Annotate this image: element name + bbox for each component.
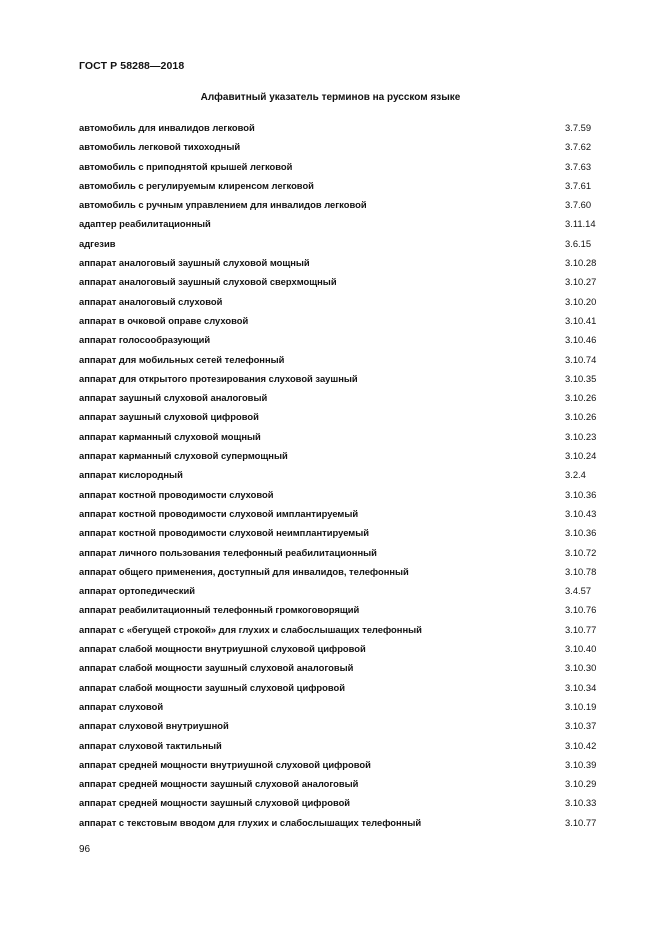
index-entry: [79, 272, 609, 291]
entry-reference: 3.10.74: [565, 353, 597, 365]
entry-reference: 3.2.4: [565, 469, 586, 481]
entry-reference: 3.10.43: [565, 507, 597, 519]
index-entry: [79, 427, 609, 446]
entry-reference: 3.10.37: [565, 720, 597, 732]
entry-term: адаптер реабилитационный: [79, 218, 211, 230]
entry-reference: 3.10.35: [565, 372, 597, 384]
entry-reference: 3.10.27: [565, 276, 597, 288]
entry-reference: 3.7.62: [565, 141, 592, 153]
index-title: Алфавитный указатель терминов на русском языке: [200, 92, 461, 103]
entry-term: аппарат кислородный: [79, 469, 183, 481]
entry-reference: 3.6.15: [565, 237, 592, 249]
entry-term: аппарат заушный слуховой цифровой: [79, 411, 259, 423]
entry-term: аппарат аналоговый заушный слуховой мощный: [79, 257, 310, 269]
entry-reference: 3.7.59: [565, 122, 592, 133]
index-entry: [79, 562, 609, 581]
index-entry: [79, 793, 609, 812]
entry-term: аппарат голосообразующий: [79, 334, 211, 346]
index-entry: [79, 755, 609, 774]
entry-reference: 3.10.77: [565, 816, 597, 828]
index-entry: [79, 253, 609, 272]
entry-reference: 3.10.72: [565, 546, 597, 558]
entry-term: аппарат карманный слуховой мощный: [79, 430, 261, 442]
entry-term: аппарат слабой мощности внутриушной слуховой цифровой: [79, 643, 366, 655]
index-entry: [79, 407, 609, 426]
entry-reference: 3.10.39: [565, 758, 597, 770]
index-entry: [79, 639, 609, 658]
index-entry: [79, 736, 609, 755]
entry-reference: 3.10.33: [565, 797, 597, 809]
entry-reference: 3.10.20: [565, 295, 597, 307]
entry-reference: 3.10.46: [565, 334, 597, 346]
entry-term: аппарат слуховой внутриушной: [79, 720, 229, 732]
entry-reference: 3.10.24: [565, 450, 597, 462]
entry-term: аппарат слуховой тактильный: [79, 739, 222, 751]
document-header: ГОСТ Р 58288—2018: [79, 60, 185, 72]
entry-reference: 3.10.76: [565, 604, 597, 616]
index-entry: [79, 369, 609, 388]
entry-term: аппарат слабой мощности заушный слуховой цифровой: [79, 681, 345, 693]
index-entry: [79, 543, 609, 562]
index-entry: [79, 678, 609, 697]
entry-reference: 3.10.41: [565, 314, 597, 326]
index-entry: [79, 311, 609, 330]
entry-reference: 3.10.40: [565, 643, 597, 655]
entry-term: аппарат слуховой: [79, 700, 164, 712]
entry-term: аппарат аналоговый слуховой: [79, 295, 223, 307]
entry-term: автомобиль легковой тихоходный: [79, 141, 241, 153]
entry-term: автомобиль для инвалидов легковой: [79, 122, 255, 133]
index-entry: [79, 176, 609, 195]
index-entry: [79, 716, 609, 735]
index-entry: [79, 214, 609, 233]
index-entry: [79, 620, 609, 639]
entry-reference: 3.10.78: [565, 565, 597, 577]
index-entry: [79, 292, 609, 311]
entry-reference: 3.10.29: [565, 778, 597, 790]
entry-term: аппарат средней мощности заушный слуховой цифровой: [79, 797, 351, 809]
index-entry: [79, 195, 609, 214]
entry-term: аппарат костной проводимости слуховой имплантируемый: [79, 507, 359, 519]
entry-term: аппарат средней мощности заушный слуховой аналоговый: [79, 778, 359, 790]
index-entry: [79, 504, 609, 523]
index-entry: [79, 350, 609, 369]
entry-reference: 3.4.57: [565, 585, 592, 597]
index-entry: [79, 813, 609, 832]
entry-term: аппарат слабой мощности заушный слуховой аналоговый: [79, 662, 354, 674]
entry-reference: 3.10.42: [565, 739, 597, 751]
entry-term: аппарат карманный слуховой супермощный: [79, 450, 288, 462]
entry-reference: 3.10.26: [565, 411, 597, 423]
entry-reference: 3.7.60: [565, 199, 592, 211]
entry-term: аппарат личного пользования телефонный реабилитационный: [79, 546, 377, 558]
index-entry: [79, 157, 609, 176]
index-entry: [79, 234, 609, 253]
index-entry: [79, 388, 609, 407]
index-entry: [79, 774, 609, 793]
entry-reference: 3.10.36: [565, 488, 597, 500]
page-number: 96: [79, 844, 91, 855]
entry-term: аппарат аналоговый заушный слуховой сверхмощный: [79, 276, 337, 288]
entry-reference: 3.11.14: [565, 218, 596, 230]
index-entry: [79, 581, 609, 600]
entry-reference: 3.10.23: [565, 430, 597, 442]
entry-reference: 3.10.34: [565, 681, 597, 693]
entry-term: аппарат костной проводимости слуховой неимплантируемый: [79, 527, 370, 539]
index-entry: [79, 523, 609, 542]
entry-term: аппарат ортопедический: [79, 585, 195, 597]
index-entry: [79, 658, 609, 677]
entry-term: адгезив: [79, 237, 116, 249]
index-entry: [79, 697, 609, 716]
index-entry: [79, 446, 609, 465]
entry-reference: 3.10.26: [565, 392, 597, 404]
entry-reference: 3.10.30: [565, 662, 597, 674]
index-entry: [79, 465, 609, 484]
term-index-list: [79, 118, 609, 832]
entry-term: автомобиль с приподнятой крышей легковой: [79, 160, 293, 172]
index-entry: [79, 118, 609, 137]
entry-reference: 3.10.19: [565, 700, 597, 712]
entry-term: аппарат с «бегущей строкой» для глухих и слабослышащих телефонный: [79, 623, 422, 635]
index-entry: [79, 485, 609, 504]
entry-reference: 3.7.61: [565, 179, 592, 191]
entry-term: аппарат общего применения, доступный для инвалидов, телефонный: [79, 565, 409, 577]
index-entry: [79, 330, 609, 349]
entry-reference: 3.10.28: [565, 257, 597, 269]
entry-term: аппарат для мобильных сетей телефонный: [79, 353, 285, 365]
index-entry: [79, 137, 609, 156]
entry-term: аппарат костной проводимости слуховой: [79, 488, 274, 500]
entry-term: аппарат реабилитационный телефонный громкоговорящий: [79, 604, 360, 616]
entry-term: автомобиль с регулируемым клиренсом легковой: [79, 179, 314, 191]
entry-term: аппарат для открытого протезирования слуховой заушный: [79, 372, 358, 384]
entry-reference: 3.10.77: [565, 623, 597, 635]
entry-term: аппарат заушный слуховой аналоговый: [79, 392, 268, 404]
entry-term: аппарат средней мощности внутриушной слуховой цифровой: [79, 758, 371, 770]
entry-reference: 3.10.36: [565, 527, 597, 539]
entry-term: аппарат в очковой оправе слуховой: [79, 314, 249, 326]
index-entry: [79, 600, 609, 619]
entry-reference: 3.7.63: [565, 160, 592, 172]
entry-term: аппарат с текстовым вводом для глухих и слабослышащих телефонный: [79, 816, 422, 828]
entry-term: автомобиль с ручным управлением для инвалидов легковой: [79, 199, 367, 211]
